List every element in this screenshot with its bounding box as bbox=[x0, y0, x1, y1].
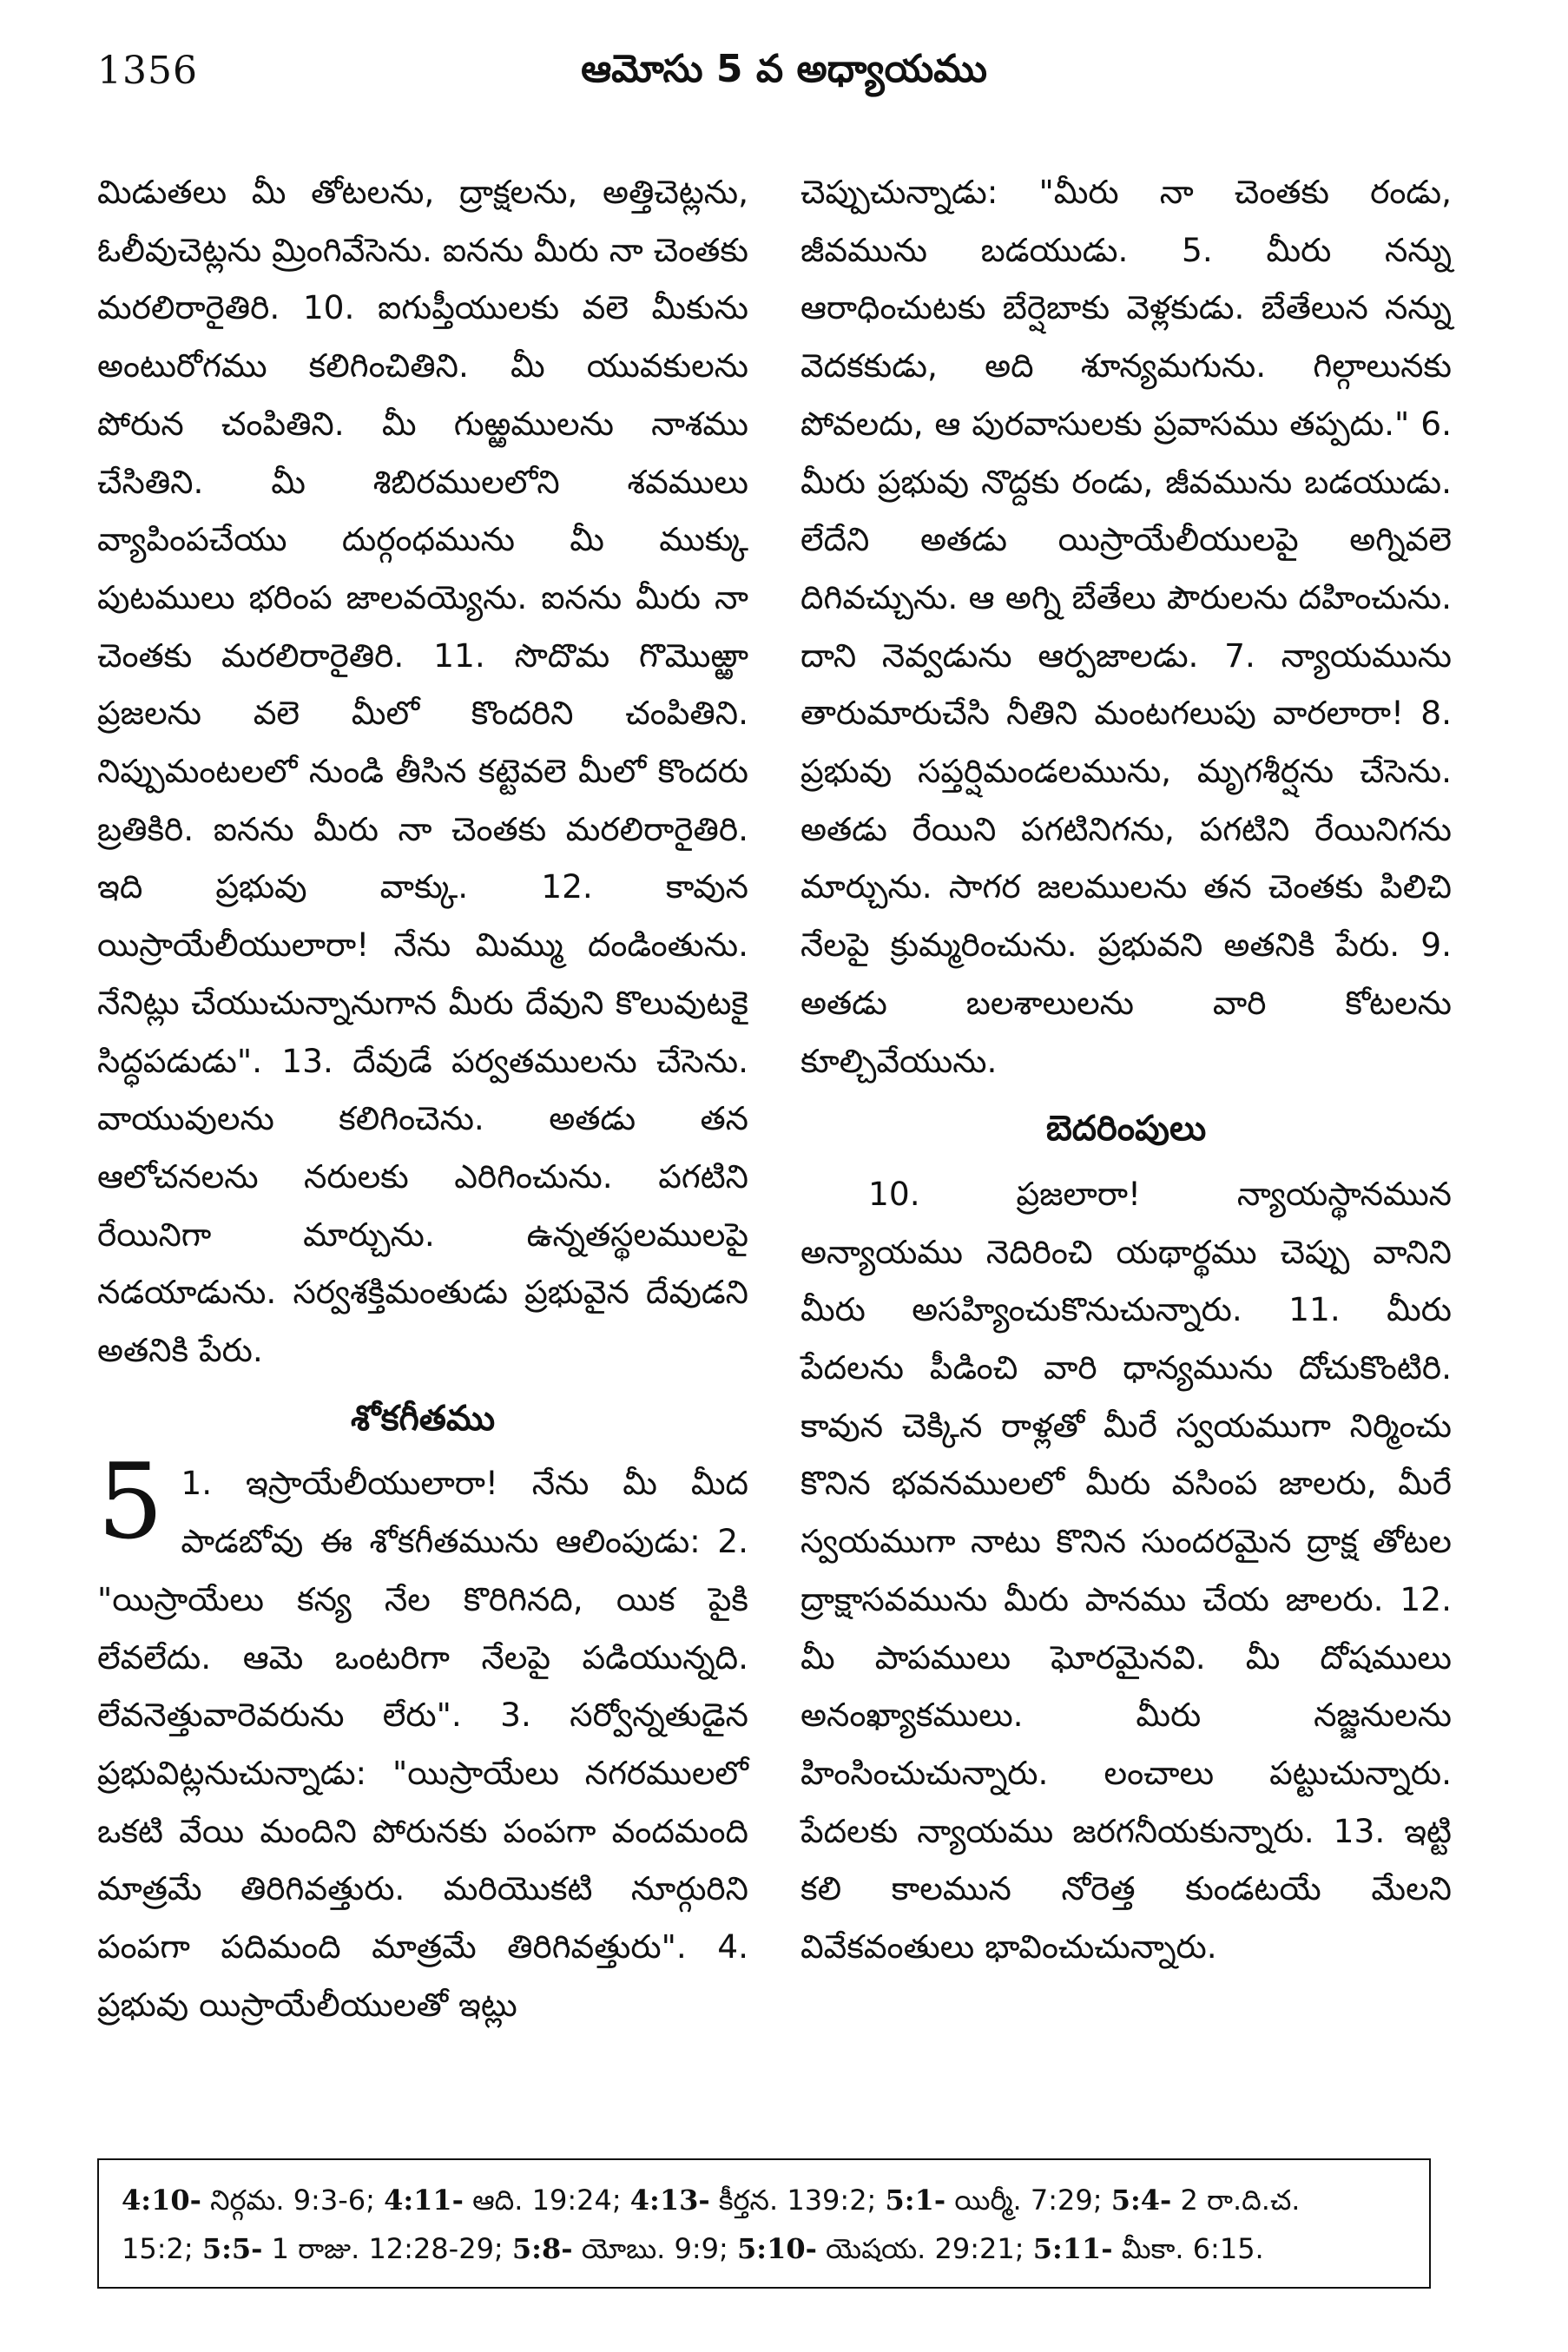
paragraph: మిడుతలు మీ తోటలను, ద్రాక్షలను, అత్తిచెట్లను, ఓలీవుచెట్లను మ్రింగివేసెను. ఐనను మీరు నా చెంతకు మరలిరారైతిరి. 10. ఐగుప్తీయులకు వలె మీకును అంటురోగము కలిగించితిని. మీ యువకులను పోరున చంపితిని. మీ గుఱ్ఱములను నాశము చేసితిని. మీ శిబిరములలోని శవములు వ్యాపింపచేయు దుర్గంధమును మీ ముక్కు పుటములు భరింప జాలవయ్యెను. ఐనను మీరు నా చెంతకు మరలిరారైతిరి. 11. సొదొమ గొమొఱ్ఱా ప్రజలను వలె మీలో కొందరిని చంపితిని. నిప్పుమంటలలో నుండి తీసిన కట్టెవలె మీలో కొందరు బ్రతికిరి. ఐనను మీరు నా చెంతకు మరలిరారైతిరి. ఇది ప్రభువు వాక్కు. 12. కావున యిస్రాయేలీయులారా! నేను మిమ్ము దండింతును. నేనిట్లు చేయుచున్నానుగాన మీరు దేవుని కొలువుటకై సిద్ధపడుడు". 13. దేవుడే పర్వతములను చేసెను. వాయువులను కలిగించెను. అతడు తన ఆలోచనలను నరులకు ఎరిగించును. పగటిని రేయినిగా మార్చును. ఉన్నతస్థలములపై నడయాడును. సర్వశక్తిమంతుడు ప్రభువైన దేవుడని అతనికి పేరు. bbox=[97, 173, 748, 1370]
paragraph bbox=[97, 1442, 748, 2033]
paragraph: 10. ప్రజలారా! న్యాయస్థానమున అన్యాయము నెదిరించి యథార్థము చెప్పు వానిని మీరు అసహ్యించుకొనుచున్నారు. 11. మీరు పేదలను పీడించి వారి ధాన్యమును దోచుకొంటిరి. కావున చెక్కిన రాళ్లతో మీరే స్వయముగా నిర్మించు కొనిన భవనములలో మీరు వసింప జాలరు, మీరే స్వయముగా నాటు కొనిన సుందరమైన ద్రాక్ష తోటల ద్రాక్షాసవమును మీరు పానము చేయ జాలరు. 12. మీ పాపములు ఘోరమైనవి. మీ దోషములు అనంఖ్యాకములు. మీరు నజ్జనులను హింసించుచున్నారు. లంచాలు పట్టుచున్నారు. పేదలకు న్యాయము జరగనీయకున్నారు. 13. ఇట్టి కలి కాలమున నోరెత్త కుండటయే మేలని వివేకవంతులు భావించుచున్నారు. bbox=[800, 1174, 1452, 1967]
ref-text: 15:2; bbox=[122, 2232, 202, 2265]
ref-text: యోబు. 9:9; bbox=[572, 2232, 737, 2265]
ref-text: యెషయ. 29:21; bbox=[816, 2232, 1033, 2265]
paragraph-text: 1. ఇస్రాయేలీయులారా! నేను మీ మీద పాడబోవు ఈ శోకగీతమును ఆలింపుడు: 2. "యిస్రాయేలు కన్య నేల కొరిగినది, యిక పైకి లేవలేదు. ఆమె ఒంటరిగా నేలపై పడియున్నది. లేవనెత్తువారెవరును లేరు". 3. సర్వోన్నతుడైన ప్రభువిట్లనుచున్నాడు: "యిస్రాయేలు నగరములలో ఒకటి వేయి మందిని పోరునకు పంపగా వందమంది మాత్రమే తిరిగివత్తురు. మరియొకటి నూర్గురిని పంపగా పదిమంది మాత్రమే తిరిగివత్తురు". 4. ప్రభువు యిస్రాయేలీయులతో ఇట్లు bbox=[97, 1464, 748, 2024]
ref-text: 1 రాజు. 12:28-29; bbox=[262, 2232, 512, 2265]
ref-label: 4:13- bbox=[629, 2184, 710, 2217]
ref-text: 2 రా.ది.చ. bbox=[1171, 2184, 1301, 2217]
ref-label: 5:5- bbox=[201, 2232, 263, 2265]
page-number: 1356 bbox=[97, 49, 198, 93]
section-heading: శోకగీతము bbox=[350, 1398, 496, 1439]
section-heading: బెదరింపులు bbox=[1045, 1109, 1207, 1150]
ref-text: యిర్మీ. 7:29; bbox=[945, 2184, 1111, 2217]
ref-label: 5:8- bbox=[511, 2232, 573, 2265]
page-header bbox=[97, 42, 1471, 111]
cross-reference-line bbox=[122, 2224, 1407, 2273]
ref-label: 4:10- bbox=[122, 2184, 201, 2217]
ref-label: 5:10- bbox=[736, 2232, 817, 2265]
cross-reference-line bbox=[122, 2176, 1407, 2224]
chapter-number: 5 bbox=[97, 1442, 164, 1564]
ref-label: 4:11- bbox=[384, 2184, 464, 2217]
ref-label: 5:11- bbox=[1032, 2232, 1113, 2265]
paragraph: చెప్పుచున్నాడు: "మీరు నా చెంతకు రండు, జీవమును బడయుడు. 5. మీరు నన్ను ఆరాధించుటకు బేర్షెబాకు వెళ్లకుడు. బేతేలున నన్ను వెదకకుడు, అది శూన్యమగును. గిల్గాలునకు పోవలదు, ఆ పురవాసులకు ప్రవాసము తప్పదు." 6. మీరు ప్రభువు నొద్దకు రండు, జీవమును బడయుడు. లేదేని అతడు యిస్రాయేలీయులపై అగ్నివలె దిగివచ్చును. ఆ అగ్ని బేతేలు పౌరులను దహించును. దాని నెవ్వడును ఆర్పజాలడు. 7. న్యాయమును తారుమారుచేసి నీతిని మంటగలుపు వారలారా! 8. ప్రభువు సప్తర్షిమండలమును, మృగశీర్షను చేసెను. అతడు రేయిని పగటినిగను, పగటిని రేయినిగను మార్చును. సాగర జలములను తన చెంతకు పిలిచి నేలపై క్రుమ్మరించును. ప్రభువని అతనికి పేరు. 9. అతడు బలశాలులను వారి కోటలను కూల్చివేయును. bbox=[800, 173, 1452, 1080]
right-column bbox=[800, 163, 1452, 1976]
left-column bbox=[97, 163, 748, 2034]
ref-label: 5:4- bbox=[1110, 2184, 1172, 2217]
cross-references-box bbox=[97, 2158, 1431, 2289]
ref-text: మీకా. 6:15. bbox=[1112, 2232, 1264, 2265]
ref-text: ఆది. 19:24; bbox=[463, 2184, 630, 2217]
ref-text: కీర్తన. 139:2; bbox=[709, 2184, 886, 2217]
ref-label: 5:1- bbox=[885, 2184, 946, 2217]
ref-text: నిర్గమ. 9:3-6; bbox=[201, 2184, 385, 2217]
running-title: ఆమోసు 5 వ అధ్యాయము bbox=[581, 47, 987, 91]
